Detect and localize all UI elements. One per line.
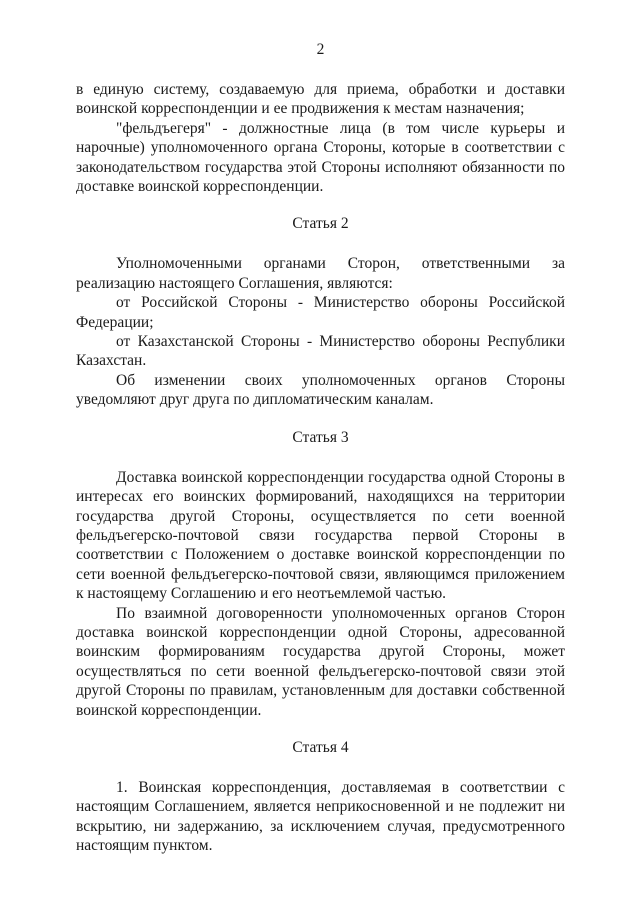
article-2-heading: Статья 2 (292, 215, 349, 233)
page-number: 2 (316, 41, 325, 58)
article-2-paragraph-2: от Российской Стороны - Министерство обороны Российской Федерации; (76, 294, 565, 331)
article-4-paragraph-1: 1. Воинская корреспонденция, доставляемая в соответствии с настоящим Соглашением, является неприкосновенной и не подлежит ни вскрытию, ни задержанию, за исключением случая, предусмотренного настоящим пунктом. (76, 778, 565, 855)
article-3-paragraph-2: По взаимной договоренности уполномоченных органов Сторон доставка воинской корреспонденции одной Стороны, адресованной воинским формированиям государства другой Стороны, может осуществляться по сети военной фельдъегерско-почтовой связи этой другой Стороны по правилам, установленным для доставки собственной воинской корреспонденции. (76, 604, 565, 719)
article-3-heading: Статья 3 (292, 428, 349, 446)
article-4-heading: Статья 4 (292, 738, 349, 756)
intro-paragraph-2: "фельдъегеря" - должностные лица (в том числе курьеры и нарочные) уполномоченного органа Стороны, которые в соответствии с законодательством государства этой Стороны исполняют обязанности по доставке воинской корреспонденции. (76, 119, 565, 196)
article-2-paragraph-1: Уполномоченными органами Сторон, ответственными за реализацию настоящего Соглашения, являются: (76, 255, 565, 292)
article-2-paragraph-4: Об изменении своих уполномоченных органов Стороны уведомляют друг друга по дипломатическим каналам. (76, 371, 565, 409)
article-3-paragraph-1: Доставка воинской корреспонденции государства одной Стороны в интересах его воинских формирований, находящихся на территории государства другой Стороны, осуществляется по сети военной фельдъегерско-почтовой связи государства первой Стороны в соответствии с Положением о доставке воинской корреспонденции по сети военной фельдъегерско-почтовой связи, являющимся приложением к настоящему Соглашению и его неотъемлемой частью. (76, 468, 565, 603)
intro-paragraph-1: в единую систему, создаваемую для приема, обработки и доставки воинской корреспонденции и ее продвижения к местам назначения; (76, 81, 565, 118)
article-2-paragraph-3: от Казахстанской Стороны - Министерство обороны Республики Казахстан. (76, 333, 565, 370)
